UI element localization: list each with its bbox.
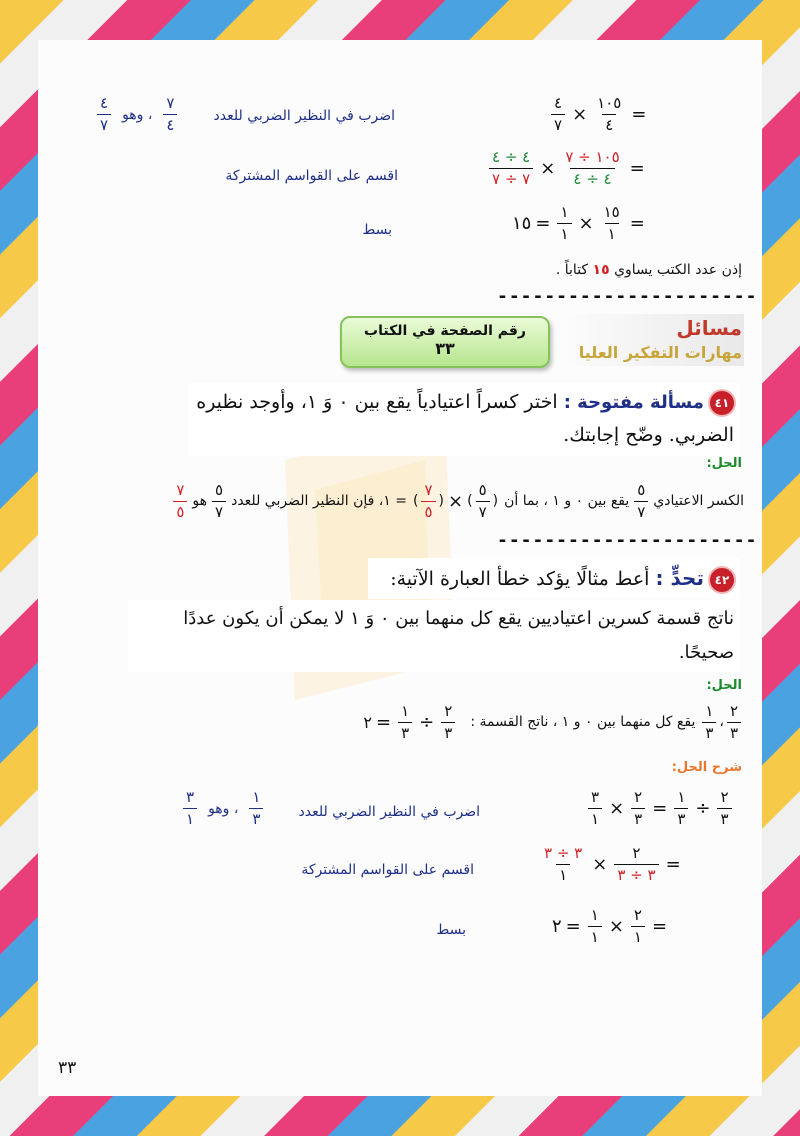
- fraction: $\frac{١}{٣}$: [249, 790, 263, 827]
- fraction: $\frac{٢}{١}$: [631, 908, 645, 945]
- solution-41-line: الكسر الاعتيادي $\frac{٥}{٧}$ يقع بين ٠ و ١ ، بما أن ( $\frac{٧}{٥}$ ) × ( $\frac{٥}{٧}$ ) = ١، فإن النظير الضربي للعدد $\frac{٥}{٧}$ هو $\frac{٧}{٥}$: [84, 478, 744, 524]
- page-number: ٣٣: [58, 1058, 77, 1078]
- fraction: $\frac{٥}{٧}$: [634, 483, 648, 520]
- explanation-label: شرح الحل:: [671, 760, 742, 775]
- fraction: $\frac{٢}{٣}$: [441, 704, 455, 741]
- fraction: $\frac{١٥}{١}$: [603, 203, 620, 243]
- eq-line2: $\frac{٤ \div ٤}{٧ \div ٧}$ × $\frac{١٠٥ \div ٧}{٤ \div ٤}$ =: [486, 150, 649, 187]
- solution-label: الحل:: [706, 678, 742, 693]
- exp-note-line3: بسط: [436, 922, 466, 938]
- note-line2: اقسم على القواسم المشتركة: [225, 168, 398, 184]
- fraction: $\frac{٣}{١}$: [588, 790, 602, 827]
- solution-label: الحل:: [706, 456, 742, 471]
- exp-note-line1: اضرب في النظير الضربي للعدد: [298, 804, 480, 820]
- exp-eq-line1: $\frac{٣}{١}$ × $\frac{٢}{٣}$ = $\frac{١}{٣}$ ÷ $\frac{٢}{٣}$: [585, 790, 735, 827]
- fraction: $\frac{٢}{٣}$: [631, 790, 645, 827]
- fraction: $\frac{٧}{٤}$: [163, 96, 177, 133]
- problem-number: ٤٢: [710, 568, 734, 592]
- solution-42-line: $\frac{٢}{٣}$ ، $\frac{١}{٣}$ يقع كل منهما بين ٠ و ١ ، ناتج القسمة : ٢ = $\frac{١}{٣}$ ÷ $\frac{٢}{٣}$: [300, 700, 744, 744]
- fraction: $\frac{٤}{٧}$: [551, 96, 565, 133]
- eq-line3: ١٥ = $\frac{١}{١}$ × $\frac{١٥}{١}$ =: [512, 203, 645, 243]
- fraction: $\frac{١}{٣}$: [702, 704, 716, 741]
- divider: ----------------------: [497, 530, 758, 551]
- fraction: $\frac{١}{١}$: [557, 205, 571, 242]
- fraction: $\frac{٢}{٣}$: [717, 790, 731, 827]
- fraction: $\frac{١٠٥}{٤}$: [597, 94, 622, 134]
- fraction: $\frac{٣ \div ٣}{١}$: [544, 844, 583, 884]
- exp-eq-line3: ٢ = $\frac{١}{١}$ × $\frac{٢}{١}$ =: [552, 906, 668, 946]
- note-line1: اضرب في النظير الضربي للعدد: [213, 108, 395, 124]
- fraction: $\frac{١}{١}$: [588, 908, 602, 945]
- fraction: $\frac{٤ \div ٤}{٧ \div ٧}$: [489, 150, 533, 187]
- fraction: $\frac{٢}{٣}$: [727, 704, 741, 741]
- fraction: $\frac{٥}{٧}$: [476, 483, 490, 520]
- fraction: $\frac{١}{٣}$: [674, 790, 688, 827]
- note-line3: بسط: [362, 222, 392, 238]
- problem-number: ٤١: [710, 391, 734, 415]
- problem-42-text: ناتج قسمة كسرين اعتياديين يقع كل منهما بين ٠ وَ ١ لا يمكن أن يكون عددًا صحيحًا.: [128, 600, 740, 672]
- fraction: $\frac{٥}{٧}$: [212, 483, 226, 520]
- fraction: $\frac{٧}{٥}$: [421, 483, 435, 520]
- fraction: $\frac{١٠٥ \div ٧}{٤ \div ٤}$: [565, 148, 620, 188]
- exp-note-line2: اقسم على القواسم المشتركة: [301, 862, 474, 878]
- section-title: مسائل: [676, 316, 742, 340]
- fraction: $\frac{٤}{٧}$: [97, 96, 111, 133]
- problem-42-heading: ٤٢ تحدٍّ : أعط مثالًا يؤكد خطأ العبارة الآتية:: [368, 558, 740, 599]
- fraction: $\frac{٢}{٣ \div ٣}$: [614, 846, 658, 883]
- exp-note-line1-fracs: $\frac{٣}{١}$ ، وهو $\frac{١}{٣}$: [180, 790, 266, 827]
- conclusion: إذن عدد الكتب يساوي ١٥ كتاباً .: [555, 262, 742, 278]
- book-page-box: رقم الصفحة في الكتاب ٣٣: [340, 316, 550, 368]
- exp-eq-line2: $\frac{٣ \div ٣}{١}$ × $\frac{٢}{٣ \div ٣}$ =: [538, 846, 685, 883]
- eq-line1: $\frac{٤}{٧}$ × $\frac{١٠٥}{٤}$ =: [548, 96, 650, 133]
- section-subtitle: مهارات التفكير العليا: [578, 343, 742, 362]
- note-line1-fracs: $\frac{٤}{٧}$ ، وهو $\frac{٧}{٤}$: [94, 96, 180, 133]
- problem-41: ٤١ مسألة مفتوحة : اختر كسراً اعتيادياً يقع بين ٠ وَ ١، وأوجد نظيره الضربي. وضّح إجابتك.: [188, 383, 740, 456]
- fraction: $\frac{١}{٣}$: [398, 704, 412, 741]
- divider: ----------------------: [497, 286, 758, 307]
- fraction: $\frac{٧}{٥}$: [173, 483, 187, 520]
- fraction: $\frac{٣}{١}$: [183, 790, 197, 827]
